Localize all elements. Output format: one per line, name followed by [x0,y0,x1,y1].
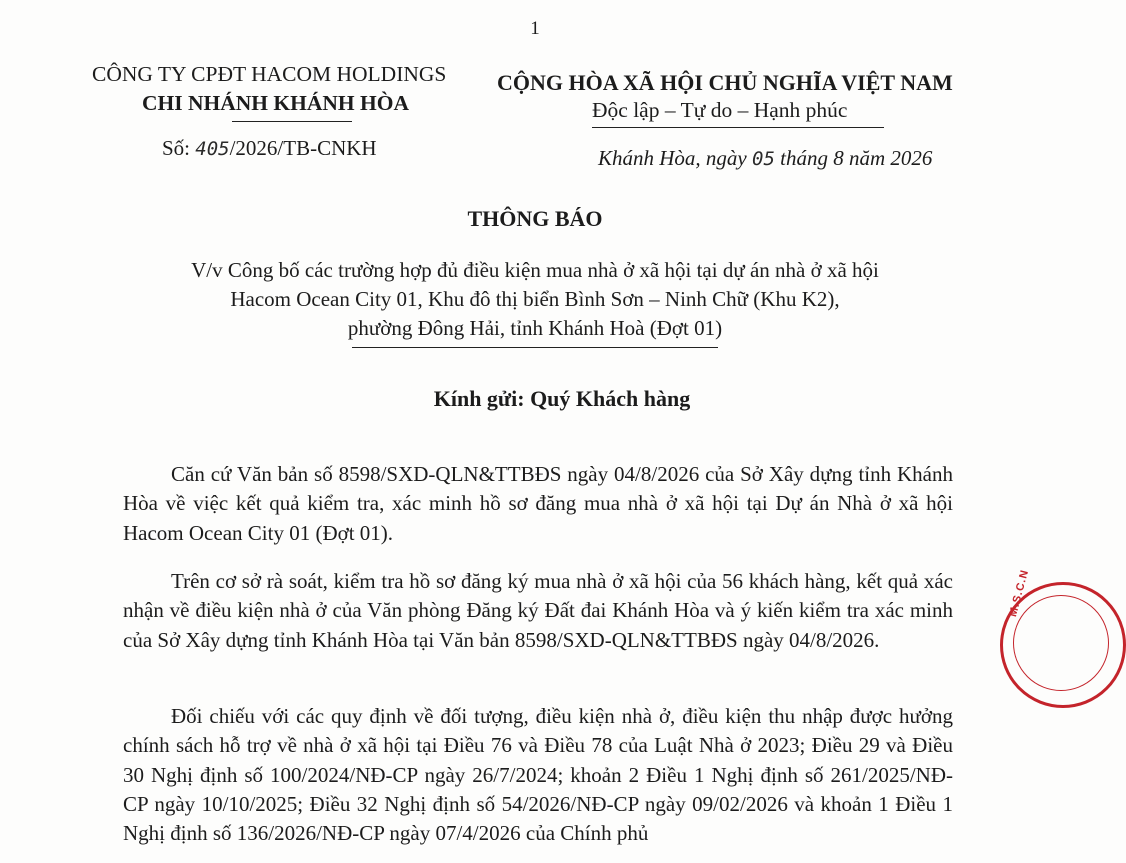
date-prefix: Khánh Hòa, ngày [598,146,752,170]
branch-name: CHI NHÁNH KHÁNH HÒA [142,91,409,115]
company-name: CÔNG TY CPĐT HACOM HOLDINGS [92,62,447,86]
branch-underline [232,121,352,122]
paragraph-legal-basis: Căn cứ Văn bản số 8598/SXD-QLN&TTBĐS ngày 04/8/2026 của Sở Xây dựng tỉnh Khánh Hòa về việc kết quả kiểm tra, xác minh hồ sơ đăng mua nhà ở xã hội tại Dự án Nhà ở xã hội Hacom Ocean City 01 (Đợt 01). [123,462,953,545]
page-number: 1 [530,18,540,39]
date-day-handwritten: 05 [752,148,775,170]
national-motto: Độc lập – Tự do – Hạnh phúc [592,98,848,122]
subject-line-3: phường Đông Hải, tỉnh Khánh Hoà (Đợt 01) [347,316,723,340]
doc-no-prefix: Số: [162,136,196,160]
document-number [162,136,377,161]
subject-underline [352,347,718,348]
seal-inner-ring [1013,595,1109,691]
document-title: THÔNG BÁO [467,206,603,231]
paragraph-comparison: Đối chiếu với các quy định về đối tượng, điều kiện nhà ở, điều kiện thu nhập được hưởng chính sách hỗ trợ về nhà ở xã hội tại Điều 76 và Điều 78 của Luật Nhà ở 2023; Điều 29 và Điều 30 Nghị định số 100/2024/NĐ-CP ngày 26/7/2024; khoản 2 Điều 1 Nghị định số 261/2025/NĐ-CP ngày 10/10/2025; Điều 32 Nghị định số 54/2026/NĐ-CP ngày 09/02/2026 và khoản 1 Điều 1 Nghị định số 136/2026/NĐ-CP ngày 07/4/2026 của Chính phủ [123,704,953,846]
subject-line-1: V/v Công bố các trường hợp đủ điều kiện mua nhà ở xã hội tại dự án nhà ở xã hội [191,258,879,282]
document-subject [0,256,1070,343]
doc-no-handwritten: 405 [195,138,230,160]
country-name: CỘNG HÒA XÃ HỘI CHỦ NGHĨA VIỆT NAM [497,70,953,95]
red-seal-stamp [1000,568,1126,708]
doc-no-suffix: /2026/TB-CNKH [229,136,377,160]
issue-date [598,146,932,171]
salutation: Kính gửi: Quý Khách hàng [433,386,691,411]
paragraph-review: Trên cơ sở rà soát, kiểm tra hồ sơ đăng ký mua nhà ở xã hội của 56 khách hàng, kết quả xác nhận về điều kiện nhà ở của Văn phòng Đăng ký Đất đai Khánh Hòa và ý kiến kiểm tra xác minh của Sở Xây dựng tỉnh Khánh Hòa tại Văn bản 8598/SXD-QLN&TTBĐS ngày 04/8/2026. [123,569,953,652]
motto-underline [592,127,884,128]
seal-text: M.S.C.N [1007,568,1032,619]
subject-line-2: Hacom Ocean City 01, Khu đô thị biển Bình Sơn – Ninh Chữ (Khu K2), [230,287,840,311]
date-suffix: tháng 8 năm 2026 [774,146,933,170]
